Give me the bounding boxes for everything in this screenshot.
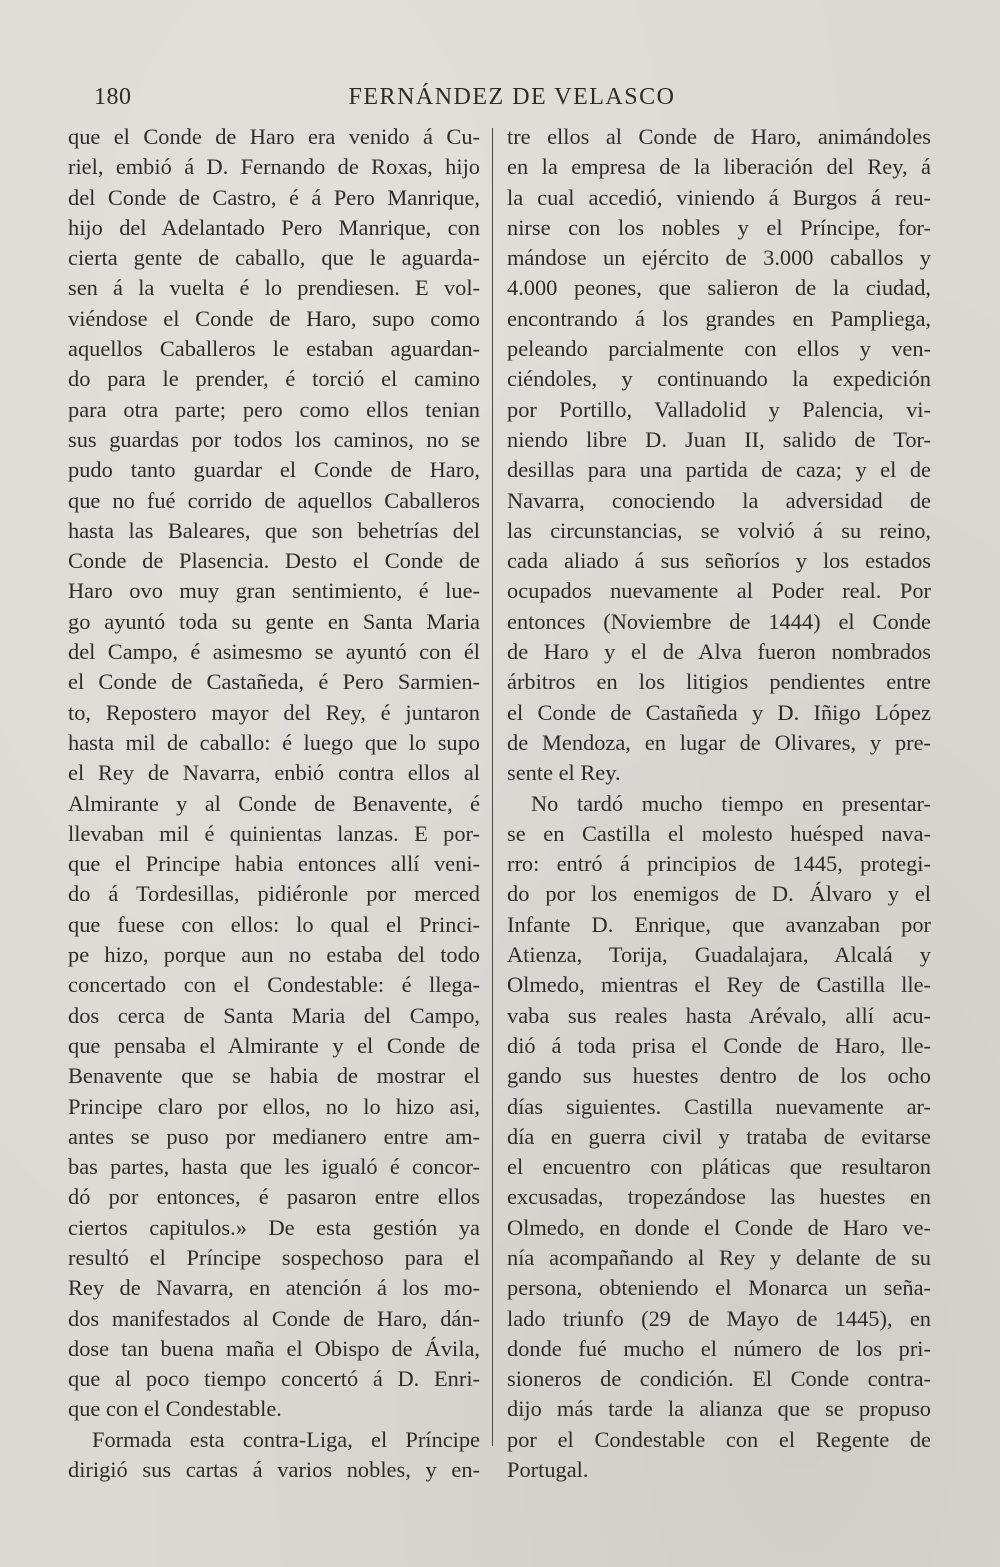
text-line: días siguientes. Castilla nuevamente ar- xyxy=(507,1093,931,1119)
text-line: el Conde de Castañeda y D. Iñigo López xyxy=(507,699,931,725)
text-line: de Haro y el de Alva fueron nombrados xyxy=(507,639,931,665)
text-line: que con el Condestable. xyxy=(68,1396,282,1422)
text-line: hasta mil de caballo: é luego que lo supo xyxy=(68,729,480,755)
left-column xyxy=(68,122,480,1485)
text-line: concertado con el Condestable: é llega- xyxy=(68,972,480,998)
text-line: desillas para una partida de caza; y el de xyxy=(507,457,931,483)
text-line: dose tan buena maña el Obispo de Ávila, xyxy=(68,1335,480,1361)
text-line: Haro ovo muy gran sentimiento, é lue- xyxy=(68,578,480,604)
text-line: sus guardas por todos los caminos, no se xyxy=(68,426,480,452)
text-line: cada aliado á sus señoríos y los estados xyxy=(507,548,931,574)
text-line: nía acompañando al Rey y delante de su xyxy=(507,1244,931,1270)
text-line: se en Castilla el molesto huésped nava- xyxy=(507,820,931,846)
text-line: vaba sus reales hasta Arévalo, allí acu- xyxy=(507,1002,931,1028)
text-line: lado triunfo (29 de Mayo de 1445), en xyxy=(507,1305,931,1331)
text-line: que no fué corrido de aquellos Caballeros xyxy=(68,487,480,513)
text-line: de Mendoza, en lugar de Olivares, y pre- xyxy=(507,729,931,755)
right-column xyxy=(507,122,931,1485)
text-line: to, Repostero mayor del Rey, é juntaron xyxy=(68,699,480,725)
text-line: la cual accedió, viniendo á Burgos á reu- xyxy=(507,184,931,210)
column-divider xyxy=(492,128,493,1446)
text-line: sen á la vuelta é lo prendiesen. E vol- xyxy=(68,275,480,301)
text-line: Formada esta contra-Liga, el Príncipe xyxy=(92,1426,480,1452)
text-line: ciertos capitulos.» De esta gestión ya xyxy=(68,1214,480,1240)
text-line: Navarra, conociendo la adversidad de xyxy=(507,487,931,513)
text-line: día en guerra civil y trataba de evitarse xyxy=(507,1123,931,1149)
text-line: que el Conde de Haro era venido á Cu- xyxy=(68,124,480,149)
text-line: llevaban mil é quinientas lanzas. E por- xyxy=(68,820,480,846)
text-line: Benavente que se habia de mostrar el xyxy=(68,1063,480,1089)
text-line: Principe claro por ellos, no lo hizo asi, xyxy=(68,1093,480,1119)
text-line: árbitros en los litigios pendientes entre xyxy=(507,669,931,695)
text-line: nirse con los nobles y el Príncipe, for- xyxy=(507,214,931,240)
text-line: ocupados nuevamente al Poder real. Por xyxy=(507,578,931,604)
text-line: que fuese con ellos: lo qual el Princi- xyxy=(68,911,480,937)
text-line: Infante D. Enrique, que avanzaban por xyxy=(507,911,931,937)
text-line: por el Condestable con el Regente de xyxy=(507,1426,931,1452)
text-line: Conde de Plasencia. Desto el Conde de xyxy=(68,548,480,574)
text-line: Olmedo, en donde el Conde de Haro ve- xyxy=(507,1214,931,1240)
text-line: hasta las Baleares, que son behetrías del xyxy=(68,517,480,543)
text-line: entonces (Noviembre de 1444) el Conde xyxy=(507,608,931,634)
text-line: dos cerca de Santa Maria del Campo, xyxy=(68,1002,480,1028)
text-line: el Conde de Castañeda, é Pero Sarmien- xyxy=(68,669,480,695)
text-line: antes se puso por medianero entre am- xyxy=(68,1123,480,1149)
text-line: en la empresa de la liberación del Rey, á xyxy=(507,154,931,180)
text-line: del Campo, é asimesmo se ayuntó con él xyxy=(68,639,480,665)
text-line: para otra parte; pero como ellos tenian xyxy=(68,396,480,422)
text-line: el encuentro con pláticas que resultaron xyxy=(507,1154,931,1180)
text-line: riel, embió á D. Fernando de Roxas, hijo xyxy=(68,154,480,180)
text-line: peleando parcialmente con ellos y ven- xyxy=(507,336,931,362)
text-line: hijo del Adelantado Pero Manrique, con xyxy=(68,214,480,240)
text-line: dió á toda prisa el Conde de Haro, lle- xyxy=(507,1032,931,1058)
text-line: bas partes, hasta que les igualó é concor- xyxy=(68,1154,480,1180)
text-line: niendo libre D. Juan II, salido de Tor- xyxy=(507,426,931,452)
text-line: las circunstancias, se volvió á su reino, xyxy=(507,517,931,543)
running-head xyxy=(94,84,930,116)
text-line: go ayuntó toda su gente en Santa Maria xyxy=(68,608,480,634)
text-line: cierta gente de caballo, que le aguarda- xyxy=(68,245,480,271)
running-title: FERNÁNDEZ DE VELASCO xyxy=(348,84,676,110)
text-line: Rey de Navarra, en atención á los mo- xyxy=(68,1275,480,1301)
text-line: do por los enemigos de D. Álvaro y el xyxy=(507,881,931,907)
text-line: viéndose el Conde de Haro, supo como xyxy=(68,305,480,331)
text-line: que pensaba el Almirante y el Conde de xyxy=(68,1032,480,1058)
text-line: pe hizo, porque aun no estaba del todo xyxy=(68,942,480,968)
text-line: 4.000 peones, que salieron de la ciudad, xyxy=(507,275,931,301)
text-line: Almirante y al Conde de Benavente, é xyxy=(68,790,480,816)
text-line: dó por entonces, é pasaron entre ellos xyxy=(68,1184,480,1210)
text-line: aquellos Caballeros le estaban aguardan- xyxy=(68,336,480,362)
text-line: resultó el Príncipe sospechoso para el xyxy=(68,1244,480,1270)
page-number: 180 xyxy=(94,84,132,110)
text-line: No tardó mucho tiempo en presentar- xyxy=(531,790,931,816)
text-line: ciéndoles, y continuando la expedición xyxy=(507,366,931,392)
text-line: excusadas, tropezándose las huestes en xyxy=(507,1184,931,1210)
text-line: persona, obteniendo el Monarca un seña- xyxy=(507,1275,931,1301)
text-line: que el Principe habia entonces allí veni- xyxy=(68,851,480,877)
text-line: Olmedo, mientras el Rey de Castilla lle- xyxy=(507,972,931,998)
text-line: tre ellos al Conde de Haro, animándoles xyxy=(507,124,931,149)
text-line: dijo más tarde la alianza que se propuso xyxy=(507,1396,931,1422)
text-line: dirigió sus cartas á varios nobles, y en- xyxy=(68,1457,480,1483)
text-line: pudo tanto guardar el Conde de Haro, xyxy=(68,457,480,483)
text-line: Portugal. xyxy=(507,1457,589,1483)
text-line: sioneros de condición. El Conde contra- xyxy=(507,1366,931,1392)
text-line: donde fué mucho el número de los pri- xyxy=(507,1335,931,1361)
text-line: dos manifestados al Conde de Haro, dán- xyxy=(68,1305,480,1331)
text-line: por Portillo, Valladolid y Palencia, vi- xyxy=(507,396,931,422)
text-line: rro: entró á principios de 1445, protegi- xyxy=(507,851,931,877)
text-line: gando sus huestes dentro de los ocho xyxy=(507,1063,931,1089)
text-line: Atienza, Torija, Guadalajara, Alcalá y xyxy=(507,942,931,968)
text-line: del Conde de Castro, é á Pero Manrique, xyxy=(68,184,480,210)
text-line: que al poco tiempo concertó á D. Enri- xyxy=(68,1366,480,1392)
text-line: mándose un ejército de 3.000 caballos y xyxy=(507,245,931,271)
text-line: sente el Rey. xyxy=(507,760,621,786)
text-line: encontrando á los grandes en Pampliega, xyxy=(507,305,931,331)
text-line: do para le prender, é torció el camino xyxy=(68,366,480,392)
text-line: el Rey de Navarra, enbió contra ellos al xyxy=(68,760,480,786)
text-line: do á Tordesillas, pidiéronle por merced xyxy=(68,881,480,907)
